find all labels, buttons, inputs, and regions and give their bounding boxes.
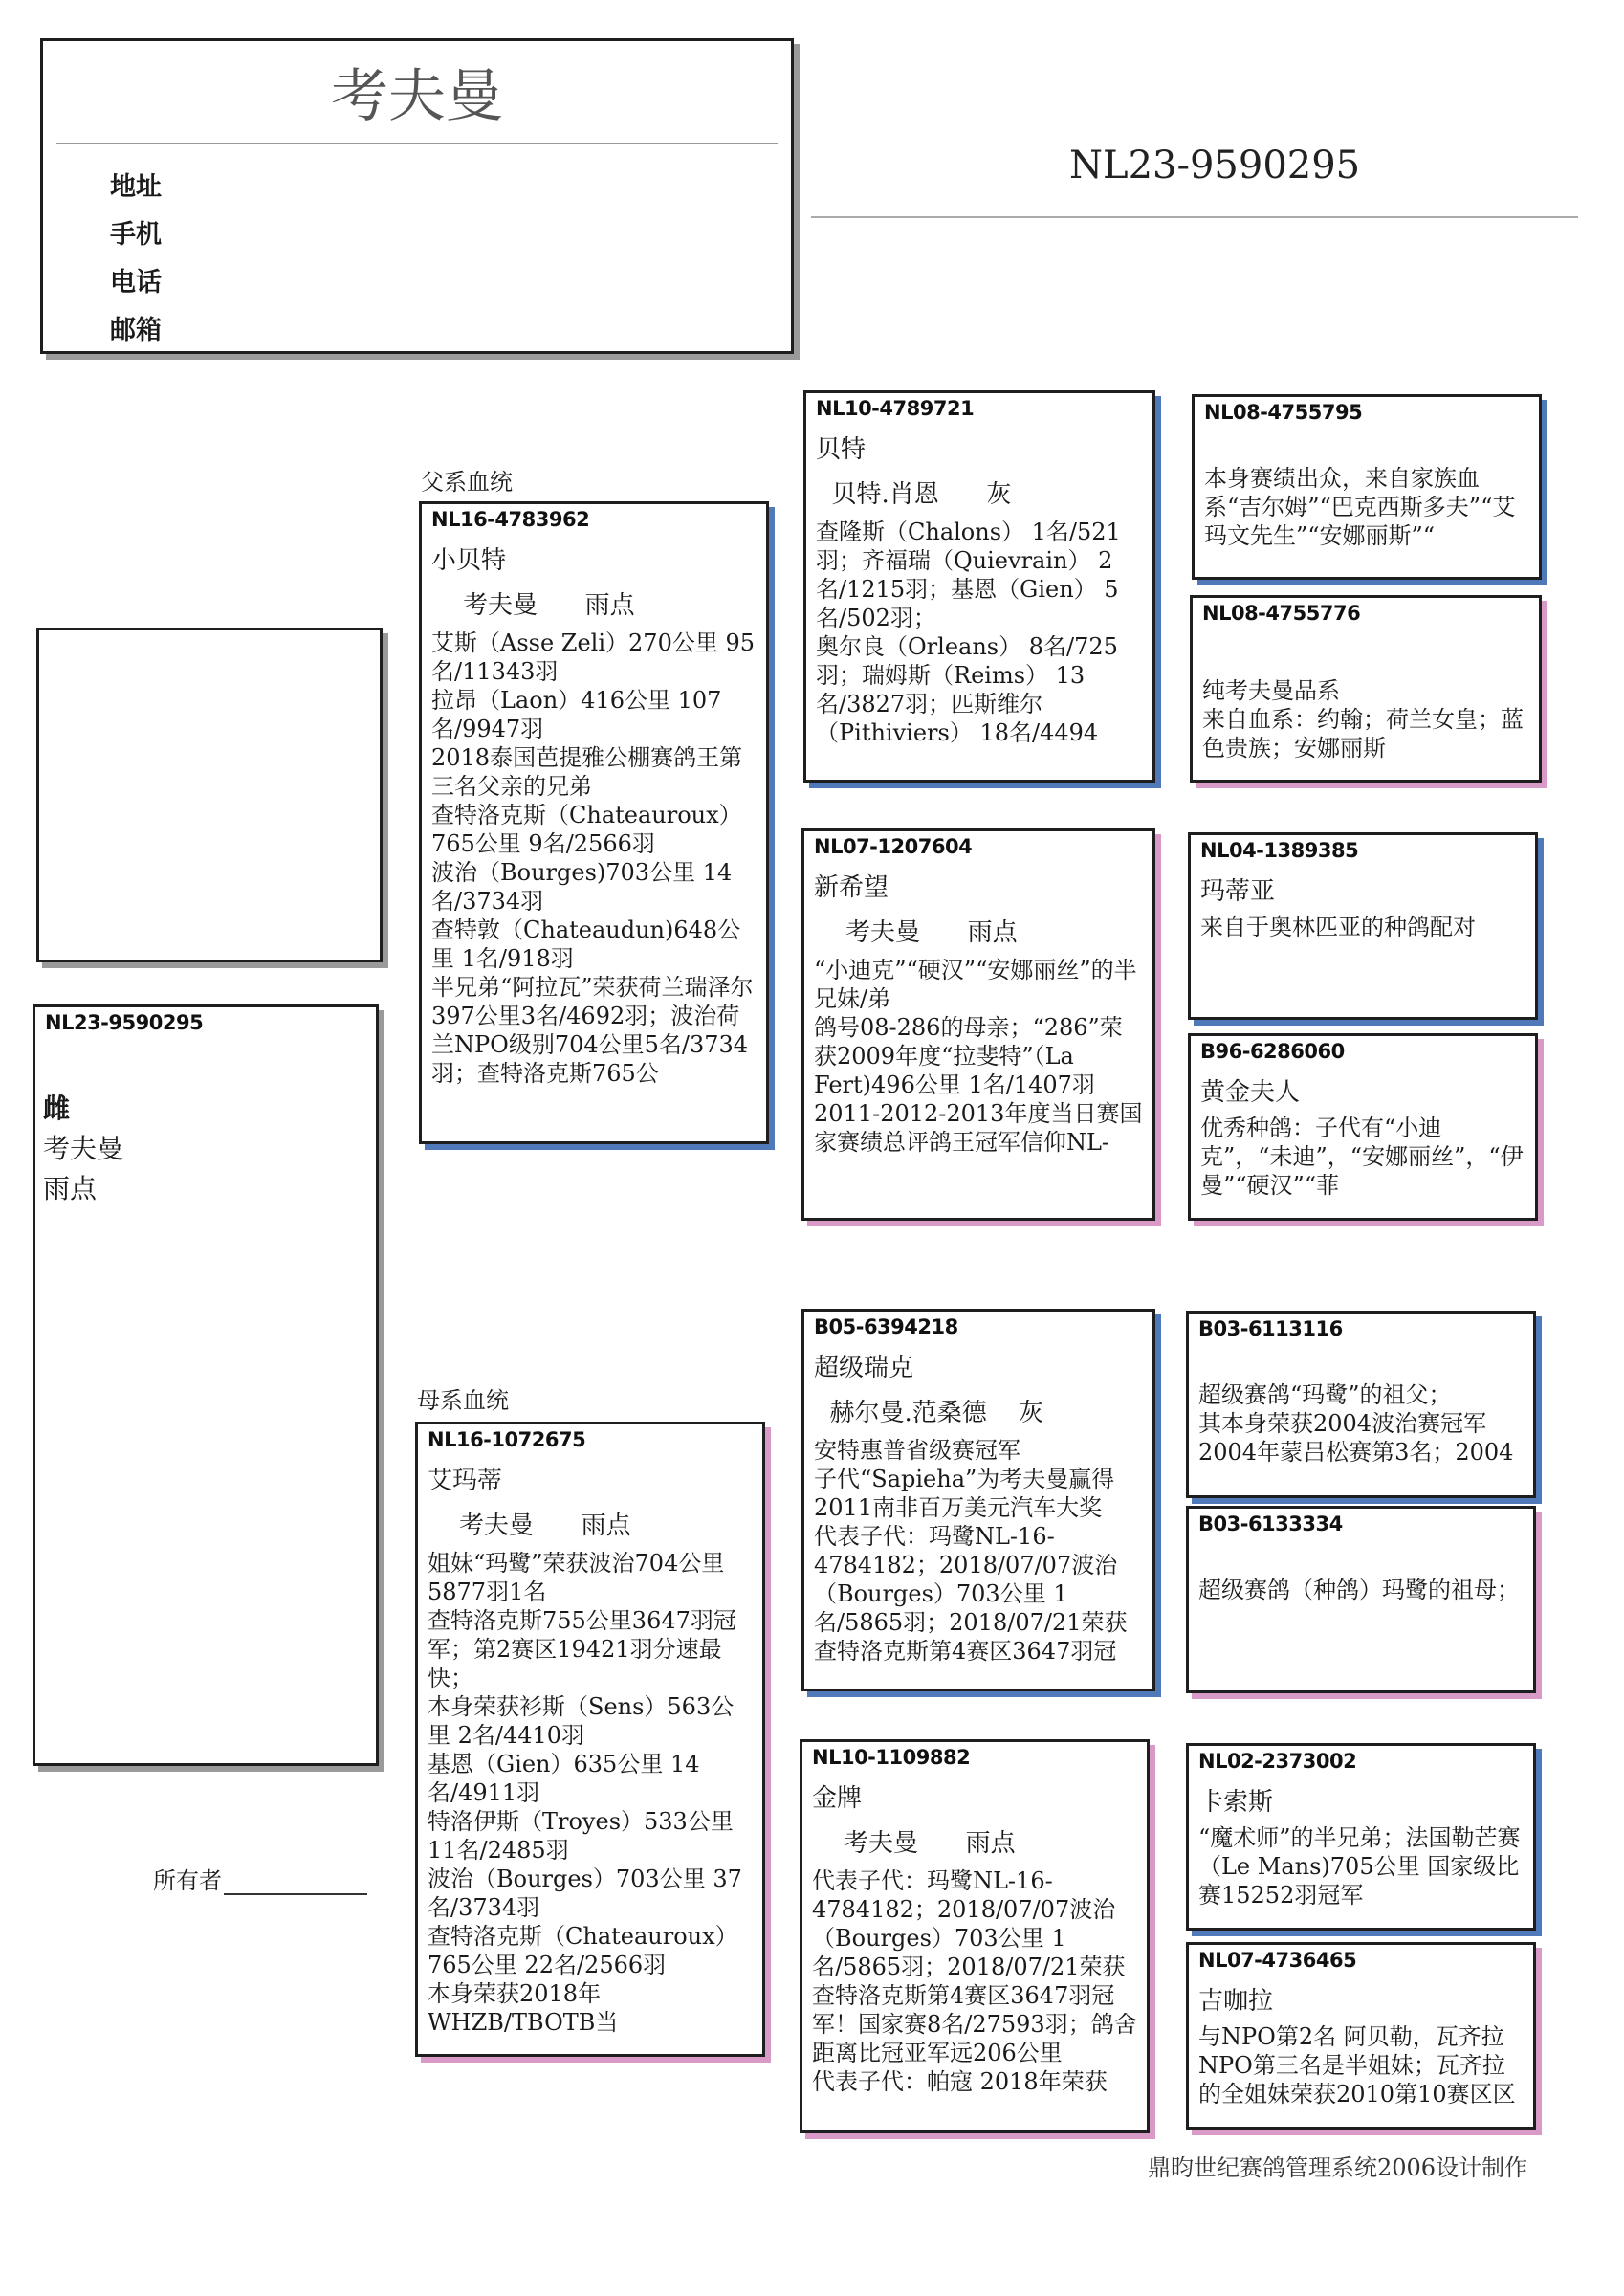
subject-box: [33, 1004, 379, 1766]
dam-sire-name: 超级瑞克: [814, 1354, 914, 1382]
owner-name: 考夫曼: [331, 63, 503, 130]
dam-sire-description: 安特惠普省级赛冠军 子代“Sapieha”为考夫曼赢得2011南非百万美元汽车大奖 代表子代：玛鹭NL-16-4784182；2018/07/07波治（Bourges）703公里 1名/5865羽；2018/07/21荣获查特洛克斯第4赛区3647羽冠: [814, 1437, 1128, 1665]
dam-breeder-color: 考夫曼 雨点: [428, 1512, 631, 1540]
sire-description: 艾斯（Asse Zeli）270公里 95名/11343羽 拉昂（Laon）416公里 107名/9947羽 2018泰国芭提雅公棚赛鸽王第三名父亲的兄弟 查特洛克斯（Chateauroux）765公里 9名/2566羽 波治（Bourges)703公里 14名/3734羽 查特敦（Chateaudun)648公里 1名/918羽 半兄弟“阿拉瓦”荣获荷兰瑞泽尔397公里3名/4692羽；波治荷兰NPO级别704公里5名/3734羽；查特洛克斯765公: [431, 629, 756, 1087]
sire-sire-breeder-color: 贝特.肖恩 灰: [816, 480, 1012, 509]
dds-card: [1186, 1743, 1536, 1931]
subject-sex: 雌: [43, 1093, 71, 1124]
dam-dam-description: 代表子代：玛鹭NL-16-4784182；2018/07/07波治（Bourges）703公里 1名/5865羽；2018/07/21荣获查特洛克斯第4赛区3647羽冠军！国家赛8名/27593羽；鸽舍距离比冠亚军远206公里 代表子代：帕寇 2018年荣获: [812, 1867, 1137, 2095]
sire-card: [419, 501, 769, 1144]
dam-sire-card: [801, 1309, 1155, 1691]
subject-color: 雨点: [43, 1173, 98, 1204]
sdd-name: 黄金夫人: [1200, 1078, 1301, 1107]
dss-card: [1186, 1311, 1536, 1498]
sire-dam-name: 新希望: [814, 873, 889, 902]
footer-credit: 鼎昀世纪赛鸽管理系统2006设计制作: [1148, 2154, 1528, 2181]
ddd-name: 吉咖拉: [1198, 1987, 1274, 2016]
ddd-card: [1186, 1942, 1536, 2130]
sss-card: [1192, 394, 1542, 580]
dam-sire-ring: B05-6394218: [814, 1315, 958, 1338]
dsd-card: [1186, 1506, 1536, 1693]
sire-dam-description: “小迪克”“硬汉”“安娜丽丝”的半兄妹/弟 鸽号08-286的母亲；“286”荣获2009年度“拉斐特”（La Fert)496公里 1名/1407羽 2011-2012-2013年度当日赛国家赛绩总评鸽王冠军信仰NL-: [814, 957, 1143, 1156]
email-label: 邮箱: [110, 316, 162, 345]
dam-sire-breeder-color: 赫尔曼.范桑德 灰: [814, 1399, 1043, 1427]
sss-ring: NL08-4755795: [1204, 401, 1363, 424]
ssd-card: [1190, 595, 1542, 783]
sdd-ring: B96-6286060: [1200, 1040, 1345, 1063]
sds-card: [1188, 832, 1538, 1020]
ddd-ring: NL07-4736465: [1198, 1949, 1357, 1972]
sire-sire-ring: NL10-4789721: [816, 397, 975, 420]
sire-dam-card: [801, 828, 1155, 1221]
sire-name: 小贝特: [431, 546, 507, 575]
mobile-label: 手机: [110, 220, 162, 250]
dam-dam-breeder-color: 考夫曼 雨点: [812, 1829, 1016, 1858]
sire-breeder-color: 考夫曼 雨点: [431, 591, 635, 620]
header-ring-number: NL23-9590295: [1069, 144, 1361, 188]
sds-name: 玛蒂亚: [1200, 877, 1276, 906]
ssd-description: 纯考夫曼品系 来自血系：约翰；荷兰女皇；蓝色贵族；安娜丽斯: [1202, 677, 1524, 762]
sire-sire-name: 贝特: [816, 435, 867, 464]
dam-name: 艾玛蒂: [428, 1467, 503, 1495]
dam-card: [415, 1422, 765, 2057]
dam-ring: NL16-1072675: [428, 1428, 586, 1451]
dam-dam-name: 金牌: [812, 1784, 863, 1813]
ssd-ring: NL08-4755776: [1202, 602, 1361, 625]
header-divider: [56, 143, 778, 144]
dds-description: “魔术师”的半兄弟；法国勒芒赛（Le Mans)705公里 国家级比赛15252羽冠军: [1198, 1824, 1521, 1909]
sds-ring: NL04-1389385: [1200, 839, 1359, 862]
owner-line-underline: [224, 1893, 367, 1895]
dds-ring: NL02-2373002: [1198, 1750, 1357, 1773]
dss-description: 超级赛鸽“玛鹭”的祖父； 其本身荣获2004波治赛冠军 2004年蒙吕松赛第3名；2004: [1198, 1381, 1514, 1466]
dsd-description: 超级赛鸽（种鸽）玛鹭的祖母；: [1198, 1577, 1520, 1603]
header-ring-underline: [811, 216, 1578, 218]
sss-description: 本身赛绩出众，来自家族血系“吉尔姆”“巴克西斯多夫”“艾玛文先生”“安娜丽斯”“: [1204, 465, 1516, 549]
subject-ring: NL23-9590295: [45, 1011, 204, 1034]
dam-dam-ring: NL10-1109882: [812, 1746, 971, 1769]
sire-sire-card: [803, 390, 1155, 783]
sire-side-label: 父系血统: [421, 469, 513, 496]
dam-side-label: 母系血统: [417, 1387, 509, 1414]
photo-box: [36, 628, 383, 962]
sire-sire-description: 查隆斯（Chalons） 1名/521羽；齐福瑞（Quievrain） 2名/1215羽；基恩（Gien） 5名/502羽； 奥尔良（Orleans） 8名/725羽；瑞姆斯（Reims） 13名/3827羽；匹斯维尔（Pithiviers） 18名/4494: [816, 519, 1121, 746]
sire-dam-breeder-color: 考夫曼 雨点: [814, 918, 1018, 947]
dds-name: 卡索斯: [1198, 1788, 1274, 1817]
dss-ring: B03-6113116: [1198, 1317, 1343, 1340]
sds-description: 来自于奥林匹亚的种鸽配对: [1200, 914, 1476, 940]
sire-ring: NL16-4783962: [431, 508, 590, 531]
dsd-ring: B03-6133334: [1198, 1512, 1343, 1535]
owner-line: [153, 1862, 367, 1895]
owner-header-box: [40, 38, 794, 354]
subject-breeder: 考夫曼: [43, 1133, 124, 1164]
owner-line-label: 所有者: [153, 1867, 222, 1894]
sdd-card: [1188, 1033, 1538, 1221]
sire-dam-ring: NL07-1207604: [814, 835, 973, 858]
dam-description: 姐妹“玛鹭”荣获波治704公里5877羽1名 查特洛克斯755公里3647羽冠军；第2赛区19421羽分速最快； 本身荣获衫斯（Sens）563公里 2名/4410羽 基恩（Gien）635公里 14名/4911羽 特洛伊斯（Troyes）533公里 11名/2485羽 波治（Bourges）703公里 37名/3734羽 查特洛克斯（Chateauroux）765公里 22名/2566羽 本身荣获2018年WHZB/TBOTB当: [428, 1550, 742, 2036]
ddd-description: 与NPO第2名 阿贝勒，瓦齐拉NPO第三名是半姐妹；瓦齐拉的全姐妹荣获2010第10赛区区: [1198, 2023, 1516, 2108]
sdd-description: 优秀种鸽：子代有“小迪克”，“未迪”，“安娜丽丝”，“伊曼”“硬汉”“菲: [1200, 1115, 1524, 1199]
phone-label: 电话: [110, 268, 162, 298]
address-label: 地址: [110, 172, 162, 202]
dam-dam-card: [800, 1739, 1150, 2133]
